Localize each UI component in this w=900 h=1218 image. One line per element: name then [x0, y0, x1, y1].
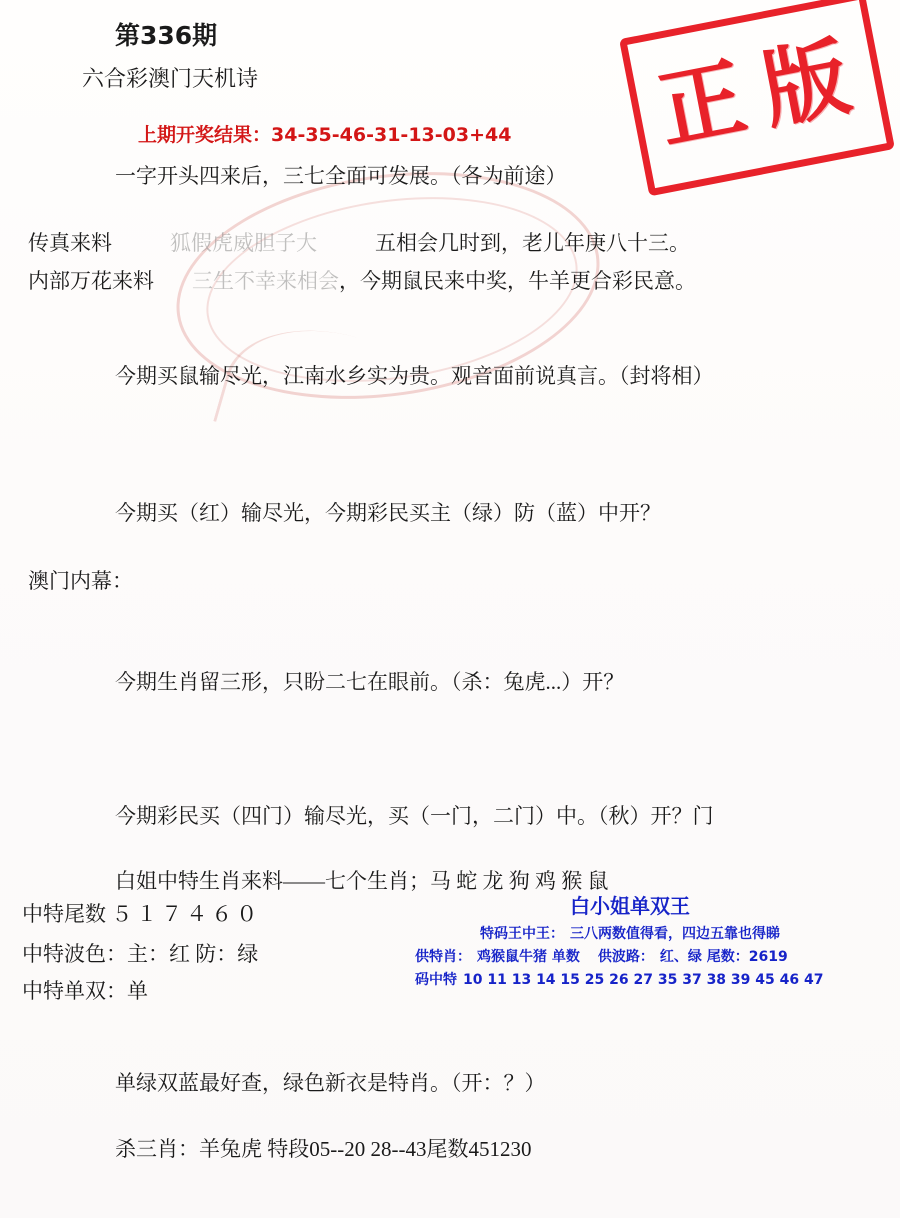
poem-line-8: 杀三肖：羊兔虎 特段05--20 28--43尾数451230 — [115, 1137, 532, 1161]
code-special-row — [405, 969, 855, 989]
poem-line-6: 白姐中特生肖来料——七个生肖；马 蛇 龙 狗 鸡 猴 鼠 — [115, 869, 609, 893]
supply-zodiac-label: 供特肖： — [415, 949, 471, 965]
tail-numbers-digits: ５１７４６０ — [111, 902, 262, 926]
page-subtitle: 六合彩澳门天机诗 — [82, 66, 259, 91]
official-stamp — [619, 0, 895, 196]
internal-material-row — [28, 265, 696, 295]
special-code-king-row — [405, 923, 855, 943]
previous-result-label: 上期开奖结果： — [138, 125, 272, 146]
code-special-label: 码中特 — [415, 972, 457, 988]
internal-material-label: 内部万花来料 — [28, 269, 154, 293]
stamp-char-2: 版 — [754, 25, 864, 142]
tail-numbers-row — [22, 898, 261, 928]
fax-material-row — [28, 227, 690, 257]
stamp-label — [619, 0, 895, 196]
special-code-king-label: 特码王中王： — [480, 926, 564, 942]
poem-line-1: 一字开头四来后，三七全面可发展。（各为前途） — [115, 164, 567, 188]
poem-line-5: 今期彩民买（四门）输尽光，买（一门，二门）中。（秋）开？门 — [115, 804, 714, 828]
odd-even-row: 中特单双：单 — [22, 979, 148, 1003]
supply-zodiac-value: 鸡猴鼠牛猪 单数 — [477, 949, 580, 965]
supply-zodiac-row — [405, 946, 855, 966]
special-code-king-text: 三八两数值得看，四边五靠也得睇 — [570, 926, 780, 942]
page-title: 第336期 — [115, 21, 218, 50]
tail-numbers-label: 中特尾数 — [22, 902, 106, 926]
fax-material-label: 传真来料 — [28, 231, 112, 255]
stamp-char-1: 正 — [650, 45, 760, 162]
fax-material-text: 五相会几时到，老儿年庚八十三。 — [375, 231, 690, 255]
internal-material-text: ，今期鼠民来中奖，牛羊更合彩民意。 — [339, 269, 696, 293]
previous-result-numbers: 34-35-46-31-13-03+44 — [271, 124, 512, 146]
white-lady-title: 白小姐单双王 — [570, 894, 690, 918]
macau-inside-label: 澳门内幕： — [28, 569, 133, 593]
poem-line-4: 今期生肖留三形，只盼二七在眼前。（杀：兔虎...）开？ — [115, 670, 625, 694]
internal-material-faded: 三生不幸来相会 — [192, 269, 339, 293]
supply-wave-value: 红、绿 尾数：2619 — [659, 949, 788, 965]
supply-wave-label: 供波路： — [597, 949, 654, 965]
poem-line-7: 单绿双蓝最好查，绿色新衣是特肖。（开：？） — [115, 1071, 546, 1095]
code-special-numbers: 10 11 13 14 15 25 26 27 35 37 38 39 45 46 47 — [463, 972, 824, 988]
poem-line-2: 今期买鼠输尽光，江南水乡实为贵。观音面前说真言。（封将相） — [115, 364, 714, 388]
fax-material-faded: 狐假虎威胆子大 — [170, 231, 317, 255]
white-lady-box — [405, 890, 855, 992]
previous-result-line — [138, 120, 511, 147]
wave-color-row: 中特波色：主：红 防：绿 — [22, 942, 259, 966]
poem-line-3: 今期买（红）输尽光，今期彩民买主（绿）防（蓝）中开？ — [115, 501, 661, 525]
